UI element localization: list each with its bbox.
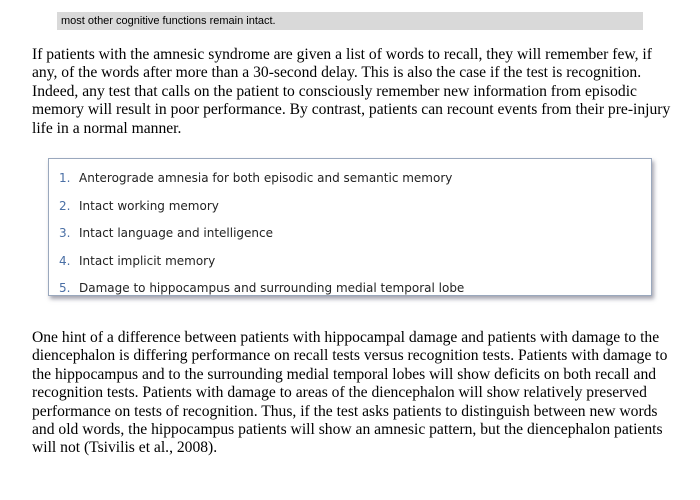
list-item-text: Intact language and intelligence <box>79 226 274 240</box>
list-item <box>59 275 651 303</box>
list-item <box>59 248 651 276</box>
paragraph-amnesic-syndrome: If patients with the amnesic syndrome are given a list of words to recall, they will remember few, if any, of the words after more than a 30-second delay. This is also the case if the test is recognition. Indeed, any test that calls on the patient to consciously remember new information from episodic memory will result in poor performance. By contrast, patients can recount events from their pre-injury life in a normal manner. <box>32 46 671 137</box>
list-item-text: Intact working memory <box>79 198 219 213</box>
list-item-text: Intact implicit memory <box>79 253 216 268</box>
list-item-number: 5. <box>59 281 71 295</box>
list-item <box>59 193 651 221</box>
caption-strip <box>57 12 643 30</box>
amnesia-features-list <box>49 159 651 303</box>
list-item-number: 2. <box>59 198 71 213</box>
caption-strip-text: most other cognitive functions remain intact. <box>61 15 276 27</box>
list-item-number: 3. <box>59 226 71 240</box>
list-item <box>59 165 651 193</box>
list-item <box>59 220 651 248</box>
amnesia-features-box <box>48 158 652 296</box>
list-item-text: Damage to hippocampus and surrounding medial temporal lobe <box>79 281 465 295</box>
list-item-text: Anterograde amnesia for both episodic and semantic memory <box>79 171 453 185</box>
paragraph-hippocampal-vs-diencephalic: One hint of a difference between patients with hippocampal damage and patients with damage to the diencephalon is differing performance on recall tests versus recognition tests. Patients with damage to the hippocampus and to the surrounding medial temporal lobes will show deficits on both recall and recognition tests. Patients with damage to areas of the diencephalon will show relatively preserved performance on tests of recognition. Thus, if the test asks patients to distinguish between new words and old words, the hippocampus patients will show an amnesic pattern, but the diencephalon patients will not (Tsivilis et al., 2008). <box>32 329 668 457</box>
list-item-number: 1. <box>59 171 71 185</box>
list-item-number: 4. <box>59 253 71 268</box>
